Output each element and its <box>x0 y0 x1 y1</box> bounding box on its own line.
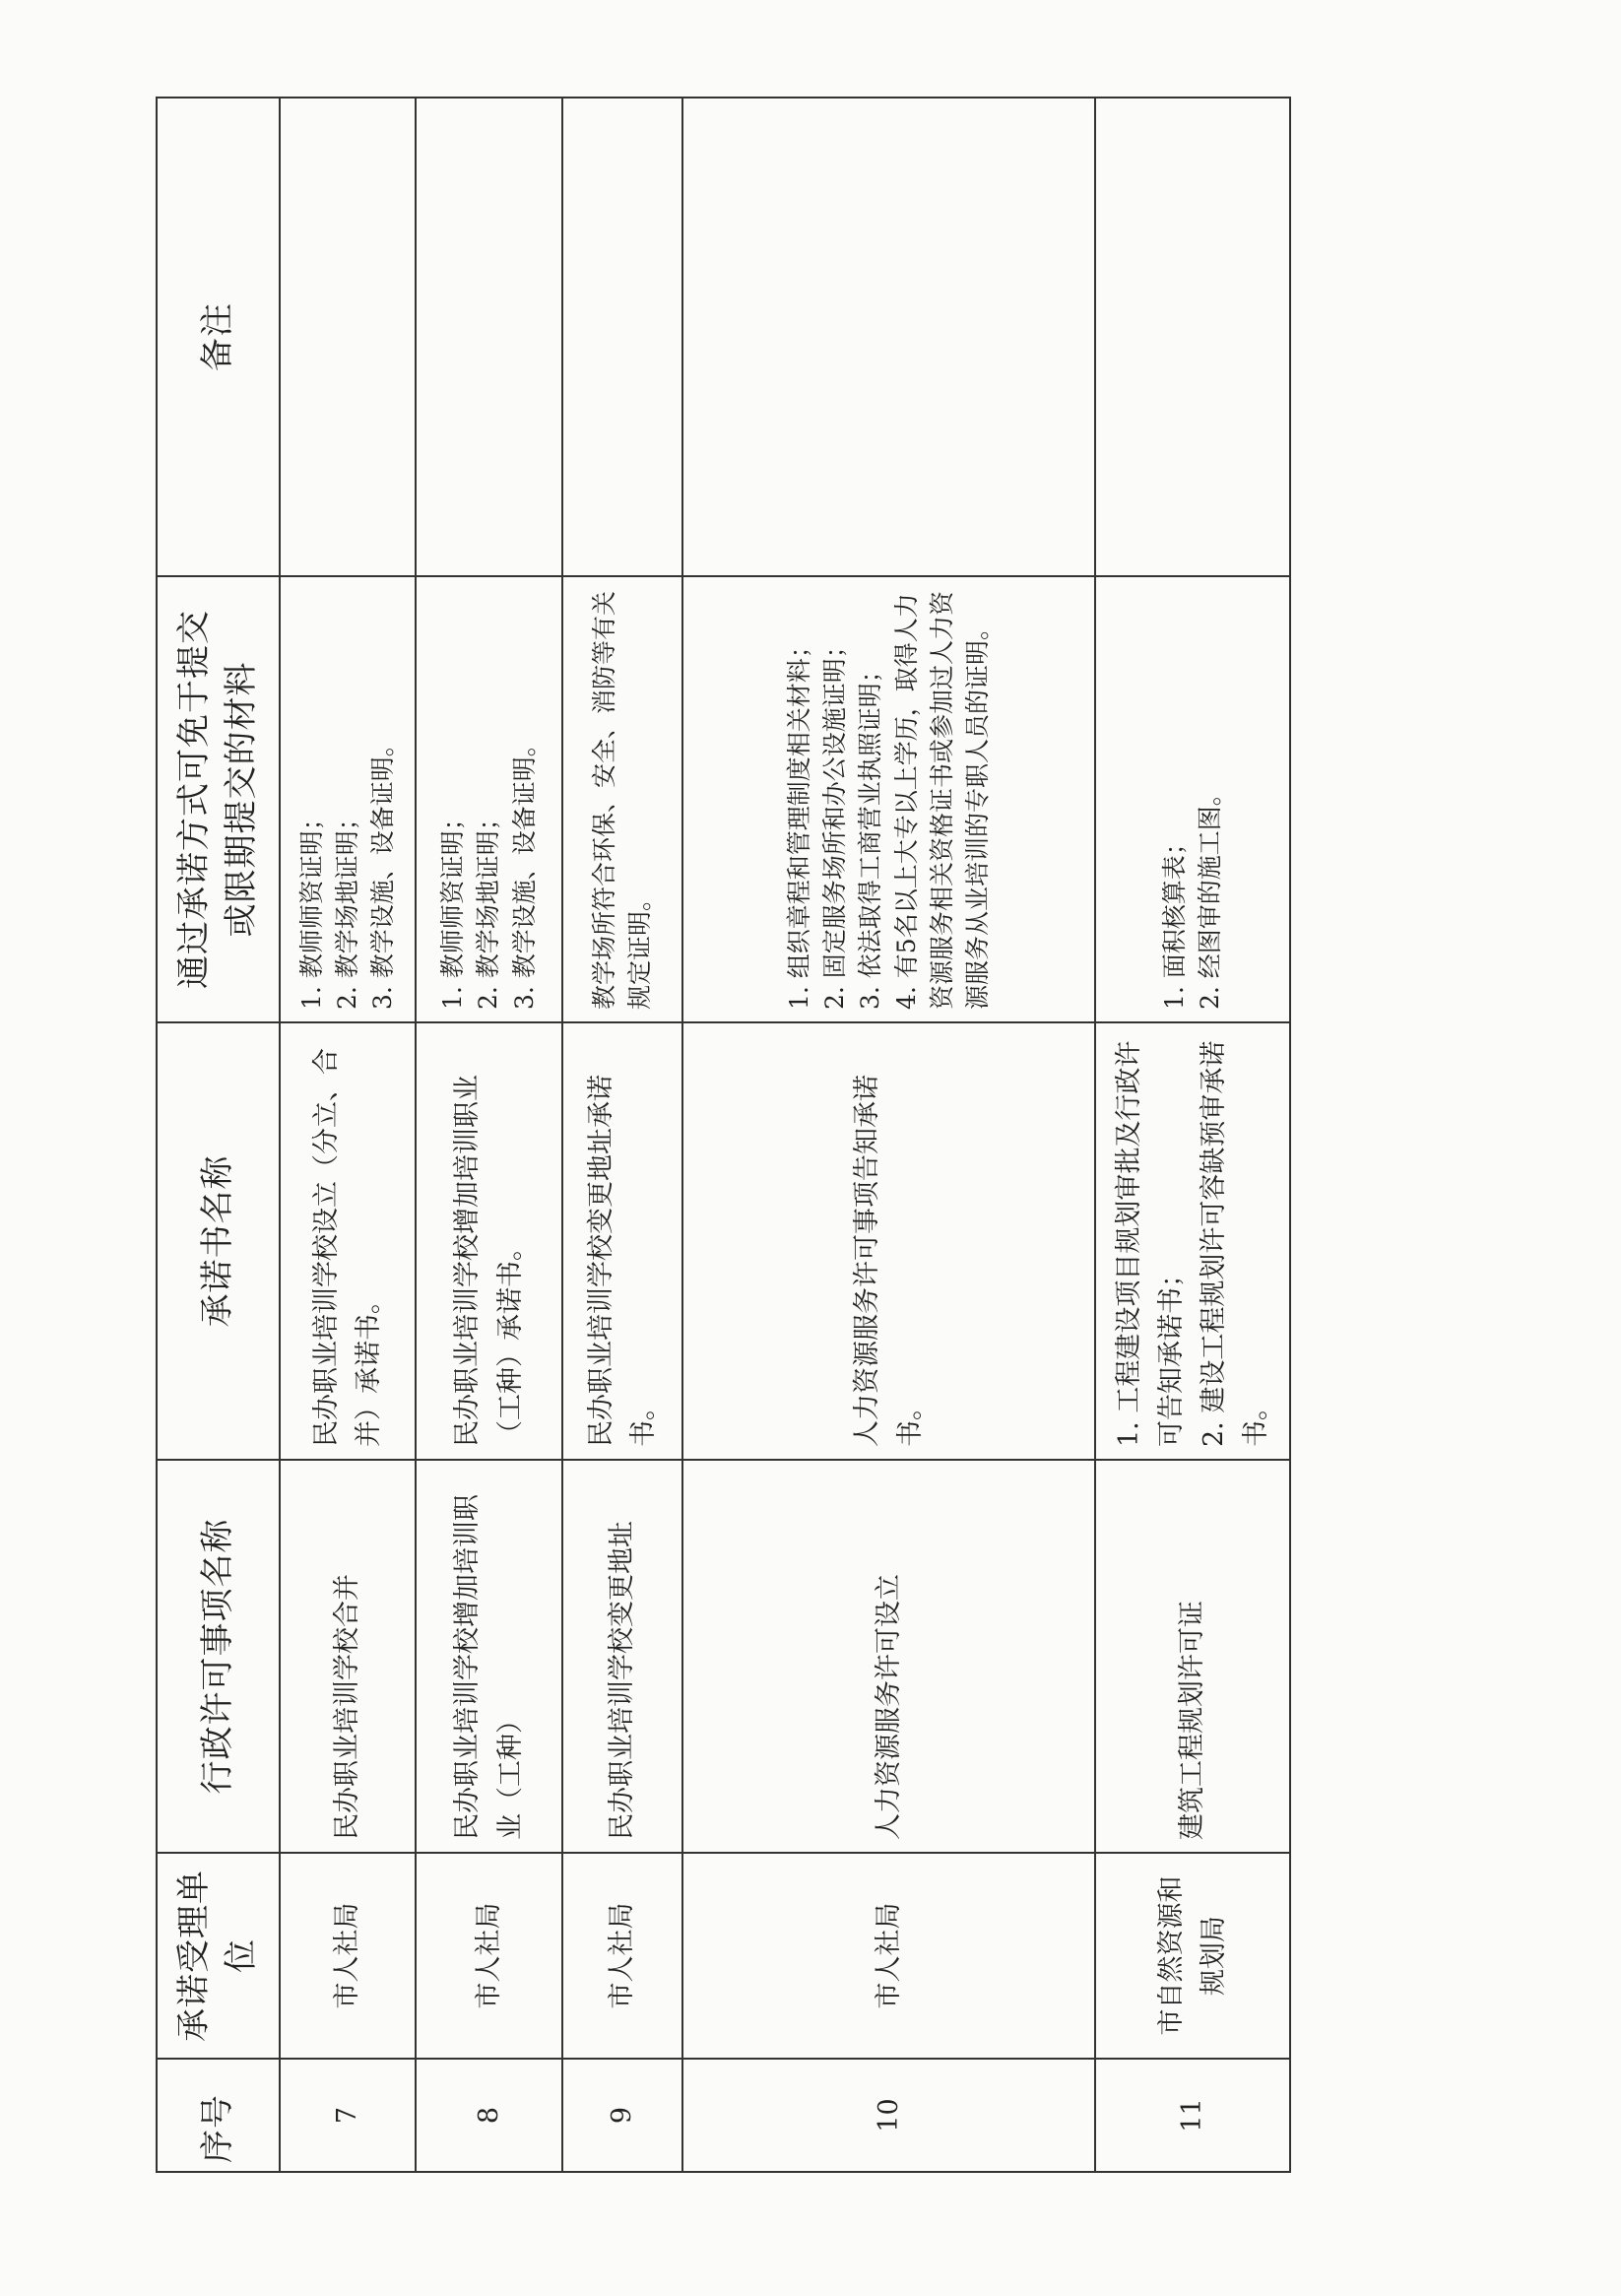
cell-materials <box>682 576 1095 1022</box>
cell-seq: 11 <box>1095 2059 1290 2172</box>
header-note: 备注 <box>157 98 280 576</box>
material-line: 1. 组织章程和管理制度相关材料； <box>784 633 813 1010</box>
cell-note <box>280 98 416 576</box>
material-line: 3. 依法取得工商营业执照证明； <box>856 658 885 1010</box>
header-item: 行政许可事项名称 <box>157 1460 280 1853</box>
table-row <box>1095 98 1290 2172</box>
material-line: 教学场所符合环保、安全、消防等有关规定证明。 <box>589 590 654 1010</box>
header-seq: 序号 <box>157 2059 280 2172</box>
cell-unit: 市自然资源和规划局 <box>1095 1853 1290 2059</box>
material-line: 3. 教学设施、设备证明。 <box>368 732 398 1010</box>
material-line: 4. 有5名以上大专以上学历，取得人力资源服务相关资格证书或参加过人力资源服务从业培训的专职人员的证明。 <box>891 590 992 1010</box>
cell-item: 民办职业培训学校变更地址 <box>562 1460 682 1853</box>
cell-seq: 8 <box>416 2059 562 2172</box>
material-line: 1. 面积核算表； <box>1159 830 1189 1010</box>
cell-note <box>416 98 562 576</box>
cell-materials <box>562 576 682 1022</box>
cell-item: 建筑工程规划许可证 <box>1095 1460 1290 1853</box>
header-materials <box>157 576 280 1022</box>
cell-unit: 市人社局 <box>682 1853 1095 2059</box>
cell-item: 民办职业培训学校增加培训职业（工种） <box>416 1460 562 1853</box>
cell-seq: 7 <box>280 2059 416 2172</box>
cell-pledge: 民办职业培训学校设立（分立、合并）承诺书。 <box>280 1022 416 1460</box>
table-row <box>562 98 682 2172</box>
table-row <box>682 98 1095 2172</box>
cell-materials <box>280 576 416 1022</box>
cell-seq: 10 <box>682 2059 1095 2172</box>
commitment-table-rotated <box>156 98 1289 2173</box>
cell-item: 民办职业培训学校合并 <box>280 1460 416 1853</box>
cell-pledge: 民办职业培训学校增加培训职业（工种）承诺书。 <box>416 1022 562 1460</box>
cell-materials <box>1095 576 1290 1022</box>
cell-pledge: 民办职业培训学校变更地址承诺书。 <box>562 1022 682 1460</box>
cell-unit: 市人社局 <box>562 1853 682 2059</box>
cell-materials <box>416 576 562 1022</box>
header-materials-line-2: 或限期提交的材料 <box>221 661 261 938</box>
cell-unit: 市人社局 <box>416 1853 562 2059</box>
header-materials-line-1: 通过承诺方式可免于提交 <box>173 610 214 989</box>
material-line: 2. 教学场地证明； <box>332 806 361 1010</box>
cell-note <box>682 98 1095 576</box>
table-row <box>416 98 562 2172</box>
pledge-line: 1. 工程建设项目规划审批及行政许可告知承诺书； <box>1113 1040 1187 1447</box>
cell-note <box>1095 98 1290 576</box>
commitment-items-table <box>156 97 1291 2173</box>
pledge-line: 2. 建设工程规划许可容缺预审承诺书。 <box>1199 1040 1272 1447</box>
cell-seq: 9 <box>562 2059 682 2172</box>
header-unit: 承诺受理单位 <box>157 1853 280 2059</box>
table-row <box>280 98 416 2172</box>
material-line: 3. 教学设施、设备证明。 <box>509 732 539 1010</box>
material-line: 2. 经图审的施工图。 <box>1196 781 1224 1010</box>
cell-pledge: 人力资源服务许可事项告知承诺书。 <box>682 1022 1095 1460</box>
material-line: 2. 教学场地证明； <box>474 806 503 1010</box>
cell-item: 人力资源服务许可设立 <box>682 1460 1095 1853</box>
material-line: 1. 教师师资证明； <box>296 806 326 1010</box>
material-line: 2. 固定服务场所和办公设施证明； <box>820 633 849 1010</box>
cell-unit: 市人社局 <box>280 1853 416 2059</box>
header-pledge: 承诺书名称 <box>157 1022 280 1460</box>
cell-note <box>562 98 682 576</box>
material-line: 1. 教师师资证明； <box>438 806 468 1010</box>
table-header-row <box>157 98 280 2172</box>
cell-pledge <box>1095 1022 1290 1460</box>
